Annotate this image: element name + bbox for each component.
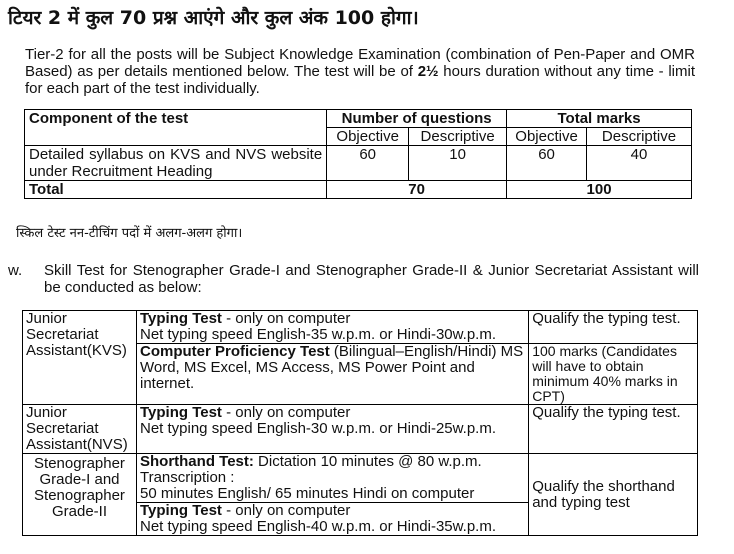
row-q-descriptive: 10	[409, 146, 507, 181]
row-q-objective: 60	[327, 146, 409, 181]
table-row	[23, 311, 698, 344]
steno-typing	[136, 503, 528, 536]
subheader-m-descriptive: Descriptive	[587, 128, 692, 146]
steno-result: Qualify the shorthand and typing test	[529, 454, 698, 536]
typing-speed: Net typing speed English-40 w.p.m. or Hindi-35w.p.m.	[139, 518, 496, 535]
jsa-kvs-cpt-result: 100 marks (Candidates will have to obtain minimum 40% marks in CPT)	[529, 344, 698, 405]
shorthand-title: Shorthand Test:	[139, 453, 254, 470]
total-questions: 70	[327, 181, 507, 199]
table-header-row	[25, 110, 692, 128]
subheader-m-objective: Objective	[507, 128, 587, 146]
cpt-title: Computer Proficiency Test	[139, 343, 330, 360]
total-marks: 100	[507, 181, 692, 199]
transcription-detail: 50 minutes English/ 65 minutes Hindi on computer	[139, 485, 475, 502]
header-component: Component of the test	[25, 110, 327, 146]
header-questions: Number of questions	[327, 110, 507, 128]
table-row	[23, 454, 698, 503]
typing-test-desc: - only on computer	[221, 404, 351, 421]
jsa-kvs-cpt	[136, 344, 528, 405]
total-label: Total	[25, 181, 327, 199]
typing-test-title: Typing Test	[139, 502, 222, 519]
skill-test-note: स्किल टेस्ट नन-टीचिंग पदों में अलग-अलग होगा।	[16, 226, 243, 241]
row-m-objective: 60	[507, 146, 587, 181]
transcription-label: Transcription :	[139, 469, 235, 486]
skill-test-table	[22, 310, 698, 536]
intro-text-after: hours duration without any time - limit for each part of the test individually.	[25, 63, 696, 97]
subheader-q-objective: Objective	[327, 128, 409, 146]
skill-test-item	[8, 262, 699, 296]
test-components-table	[24, 109, 692, 199]
post-jsa-nvs: Junior Secretariat Assistant(NVS)	[23, 405, 137, 454]
header-marks: Total marks	[507, 110, 692, 128]
table-total-row	[25, 181, 692, 199]
typing-test-desc: - only on computer	[221, 310, 351, 327]
cpt-desc: (Bilingual–English/Hindi) MS Word, MS Excel, MS Access, MS Power Point and internet.	[139, 343, 524, 392]
intro-text-before: Tier-2 for all the posts will be Subject Knowledge Examination (combination of Pen-Paper and OMR Based) as per details mentioned below. The test will be of	[25, 46, 695, 80]
item-label: w.	[8, 262, 23, 279]
intro-duration: 2½	[417, 63, 439, 80]
intro-paragraph	[25, 46, 695, 97]
steno-shorthand	[136, 454, 528, 503]
table-row	[23, 405, 698, 454]
row-component: Detailed syllabus on KVS and NVS website under Recruitment Heading	[25, 146, 327, 181]
jsa-kvs-typing	[136, 311, 528, 344]
typing-speed: Net typing speed English-30 w.p.m. or Hindi-25w.p.m.	[139, 420, 496, 437]
typing-test-title: Typing Test	[139, 310, 222, 327]
page-heading: टियर 2 में कुल 70 प्रश्न आएंगे और कुल अंक 100 होगा।	[8, 7, 419, 29]
row-m-descriptive: 40	[587, 146, 692, 181]
shorthand-desc: Dictation 10 minutes @ 80 w.p.m.	[253, 453, 482, 470]
subheader-q-descriptive: Descriptive	[409, 128, 507, 146]
jsa-nvs-result: Qualify the typing test.	[529, 405, 698, 454]
jsa-nvs-typing	[136, 405, 528, 454]
table-row	[25, 146, 692, 181]
typing-speed: Net typing speed English-35 w.p.m. or Hindi-30w.p.m.	[139, 326, 496, 343]
post-jsa-kvs: Junior Secretariat Assistant(KVS)	[23, 311, 137, 405]
post-stenographer: Stenographer Grade-I and Stenographer Grade-II	[23, 454, 137, 536]
typing-test-title: Typing Test	[139, 404, 222, 421]
item-text: Skill Test for Stenographer Grade-I and Stenographer Grade-II & Junior Secretariat Assistant will be conducted as below:	[44, 262, 699, 296]
typing-test-desc: - only on computer	[221, 502, 351, 519]
jsa-kvs-typing-result: Qualify the typing test.	[529, 311, 698, 344]
